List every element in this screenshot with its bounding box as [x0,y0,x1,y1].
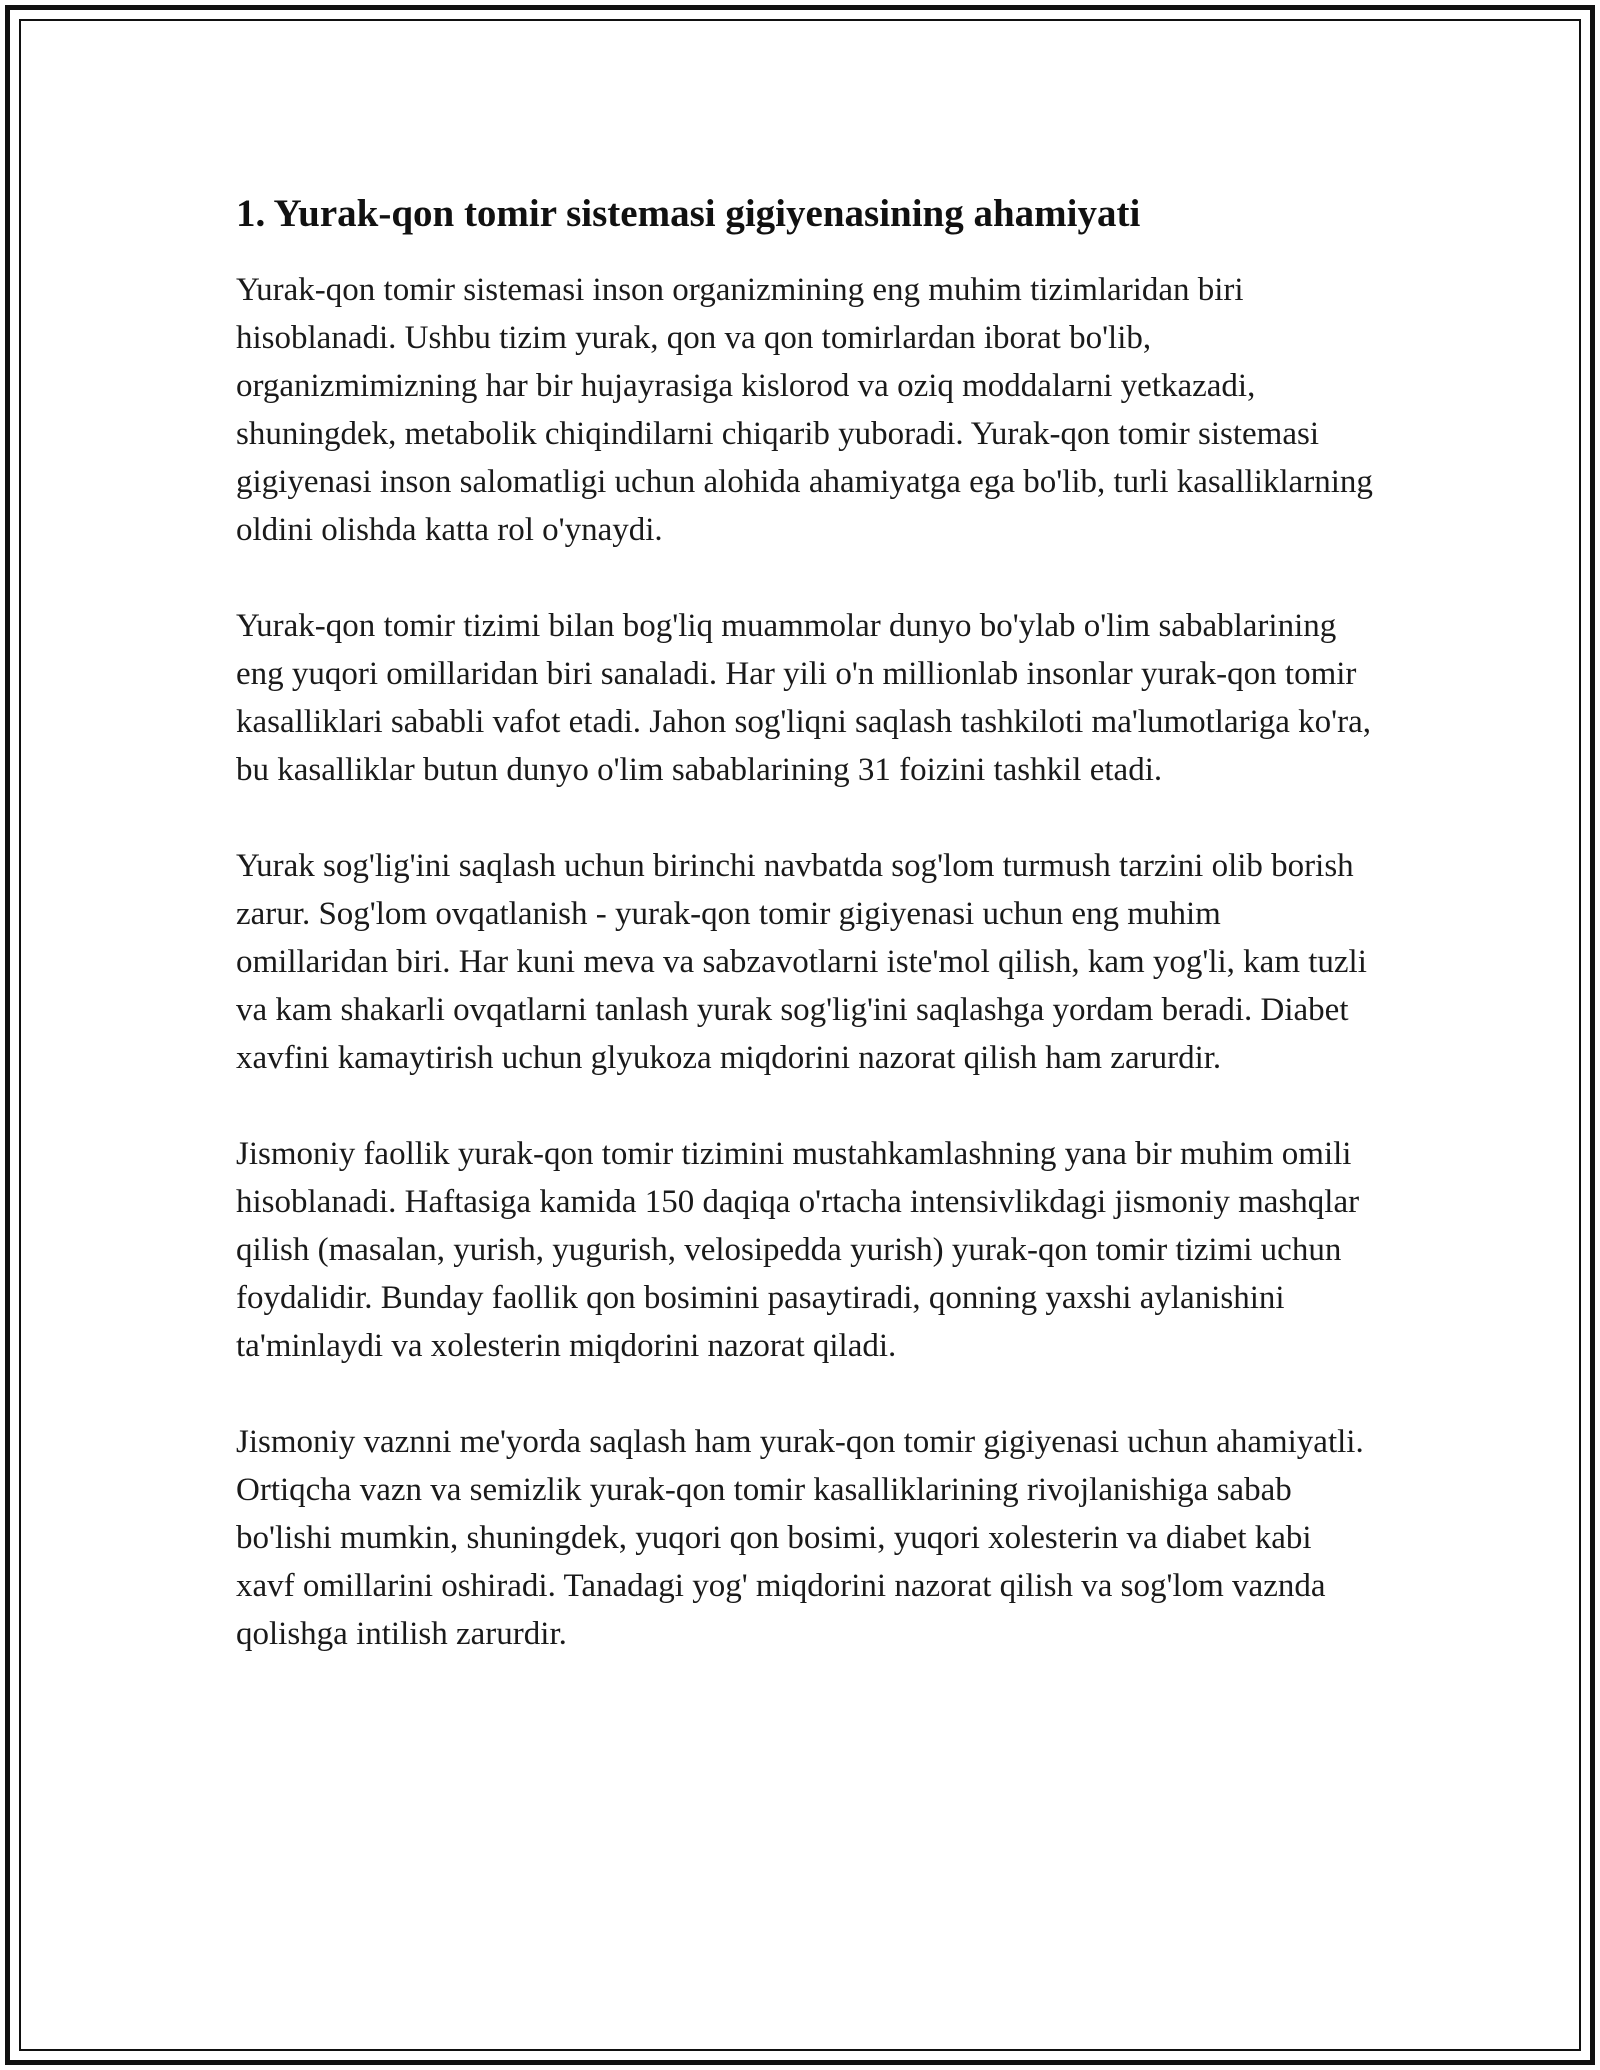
paragraph-1: Yurak-qon tomir sistemasi inson organizmining eng muhim tizimlaridan biri hisoblanadi. Ushbu tizim yurak, qon va qon tomirlardan iborat bo'lib, organizmimizning har bir hujayrasiga kislorod va oziq moddalarni yetkazadi, shuningdek, metabolik chiqindilarni chiqarib yuboradi. Yurak-qon tomir sistemasi gigiyenasi inson salomatligi uchun alohida ahamiyatga ega bo'lib, turli kasalliklarning oldini olishda katta rol o'ynaydi. [236,272,1373,548]
paragraph-2: Yurak-qon tomir tizimi bilan bog'liq muammolar dunyo bo'ylab o'lim sabablarining eng yuqori omillaridan biri sanaladi. Har yili o'n millionlab insonlar yurak-qon tomir kasalliklari sababli vafot etadi. Jahon sog'liqni saqlash tashkiloti ma'lumotlariga ko'ra, bu kasalliklar butun dunyo o'lim sabablarining 31 foizini tashkil etadi. [236,608,1372,788]
section-heading: 1. Yurak-qon tomir sistemasi gigiyenasining ahamiyati [236,192,1141,235]
paragraph-4: Jismoniy faollik yurak-qon tomir tizimini mustahkamlashning yana bir muhim omili hisoblanadi. Haftasiga kamida 150 daqiqa o'rtacha intensivlikdagi jismoniy mashqlar qilish (masalan, yurish, yugurish, velosipedda yurish) yurak-qon tomir tizimi uchun foydalidir. Bunday faollik qon bosimini pasaytiradi, qonning yaxshi aylanishini ta'minlaydi va xolesterin miqdorini nazorat qiladi. [236,1136,1360,1364]
paragraph-3: Yurak sog'lig'ini saqlash uchun birinchi navbatda sog'lom turmush tarzini olib borish zarur. Sog'lom ovqatlanish - yurak-qon tomir gigiyenasi uchun eng muhim omillaridan biri. Har kuni meva va sabzavotlarni iste'mol qilish, kam yog'li, kam tuzli va kam shakarli ovqatlarni tanlash yurak sog'lig'ini saqlashga yordam beradi. Diabet xavfini kamaytirish uchun glyukoza miqdorini nazorat qilish ham zarurdir. [236,848,1367,1076]
document-body [236,188,1376,1706]
paragraph-5: Jismoniy vaznni me'yorda saqlash ham yurak-qon tomir gigiyenasi uchun ahamiyatli. Ortiqcha vazn va semizlik yurak-qon tomir kasalliklarining rivojlanishiga sabab bo'lishi mumkin, shuningdek, yuqori qon bosimi, yuqori xolesterin va diabet kabi xavf omillarini oshiradi. Tanadagi yog' miqdorini nazorat qilish va sog'lom vaznda qolishga intilish zarurdir. [236,1424,1364,1652]
